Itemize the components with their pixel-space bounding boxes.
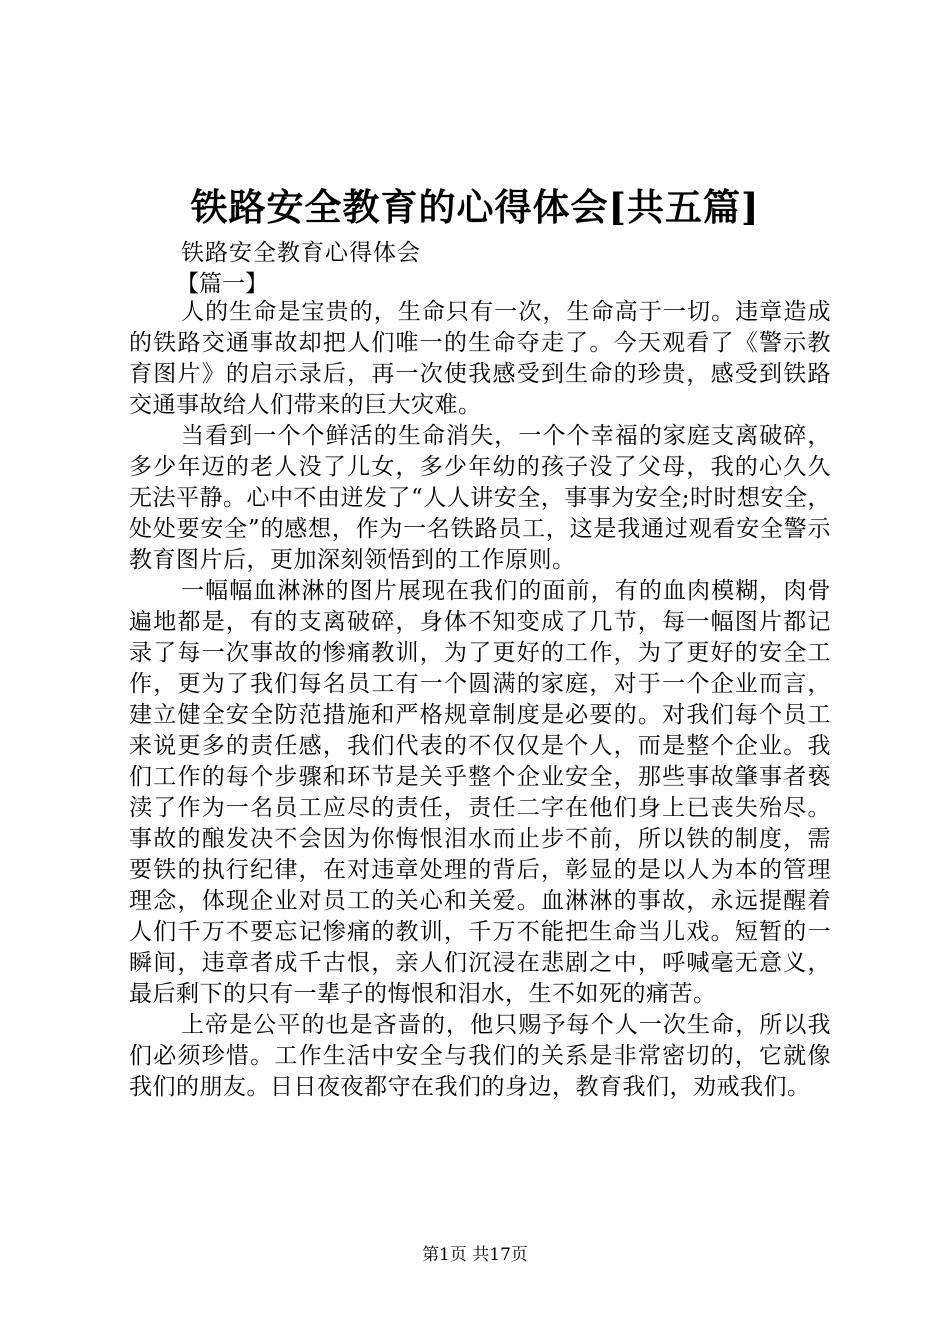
paragraph: 当看到一个个鲜活的生命消失，一个个幸福的家庭支离破碎，多少年迈的老人没了儿女，多少年幼的孩子没了父母，我的心久久无法平静。心中不由迸发了“人人讲安全，事事为安全;时时想安全，处处要安全”的感想，作为一名铁路员工，这是我通过观看安全警示教育图片后，更加深刻领悟到的工作原则。 xyxy=(129,423,832,573)
document-body xyxy=(129,297,831,1103)
document-title: 铁路安全教育的心得体会[共五篇] xyxy=(190,185,760,229)
paragraph: 上帝是公平的也是吝啬的，他只赐予每个人一次生命，所以我们必须珍惜。工作生活中安全与我们的关系是非常密切的，它就像我们的朋友。日日夜夜都守在我们的身边，教育我们，劝戒我们。 xyxy=(129,1012,831,1100)
paragraph: 一幅幅血淋淋的图片展现在我们的面前，有的血肉模糊，肉骨遍地都是，有的支离破碎，身体不知变成了几节，每一幅图片都记录了每一次事故的惨痛教训，为了更好的工作，为了更好的安全工作，更为了我们每名员工有一个圆满的家庭，对于一个企业而言，建立健全安全防范措施和严格规章制度是必要的。对我们每个员工来说更多的责任感，我们代表的不仅仅是个人，而是整个企业。我们工作的每个步骤和环节是关乎整个企业安全，那些事故肇事者亵渎了作为一名员工应尽的责任，责任二字在他们身上已丧失殆尽。事故的酿发决不会因为你悔恨泪水而止步不前，所以铁的制度，需要铁的执行纪律，在对违章处理的背后，彰显的是以人为本的管理理念，体现企业对员工的关心和关爱。血淋淋的事故，永远提醒着人们千万不要忘记惨痛的教训，千万不能把生命当儿戏。短暂的一瞬间，违章者成千古恨，亲人们沉浸在悲剧之中，呼喊毫无意义，最后剩下的只有一辈子的悔恨和泪水，生不如死的痛苦。 xyxy=(129,578,831,1007)
page-footer: 第1页 共17页 xyxy=(422,1245,528,1265)
paragraph: 人的生命是宝贵的，生命只有一次，生命高于一切。违章造成的铁路交通事故却把人们唯一的生命夺走了。今天观看了《警示教育图片》的启示录后，再一次使我感受到生命的珍贵，感受到铁路交通事故给人们带来的巨大灾难。 xyxy=(129,299,831,418)
section-label: 【篇一】 xyxy=(176,271,268,297)
document-subtitle: 铁路安全教育心得体会 xyxy=(181,240,421,266)
